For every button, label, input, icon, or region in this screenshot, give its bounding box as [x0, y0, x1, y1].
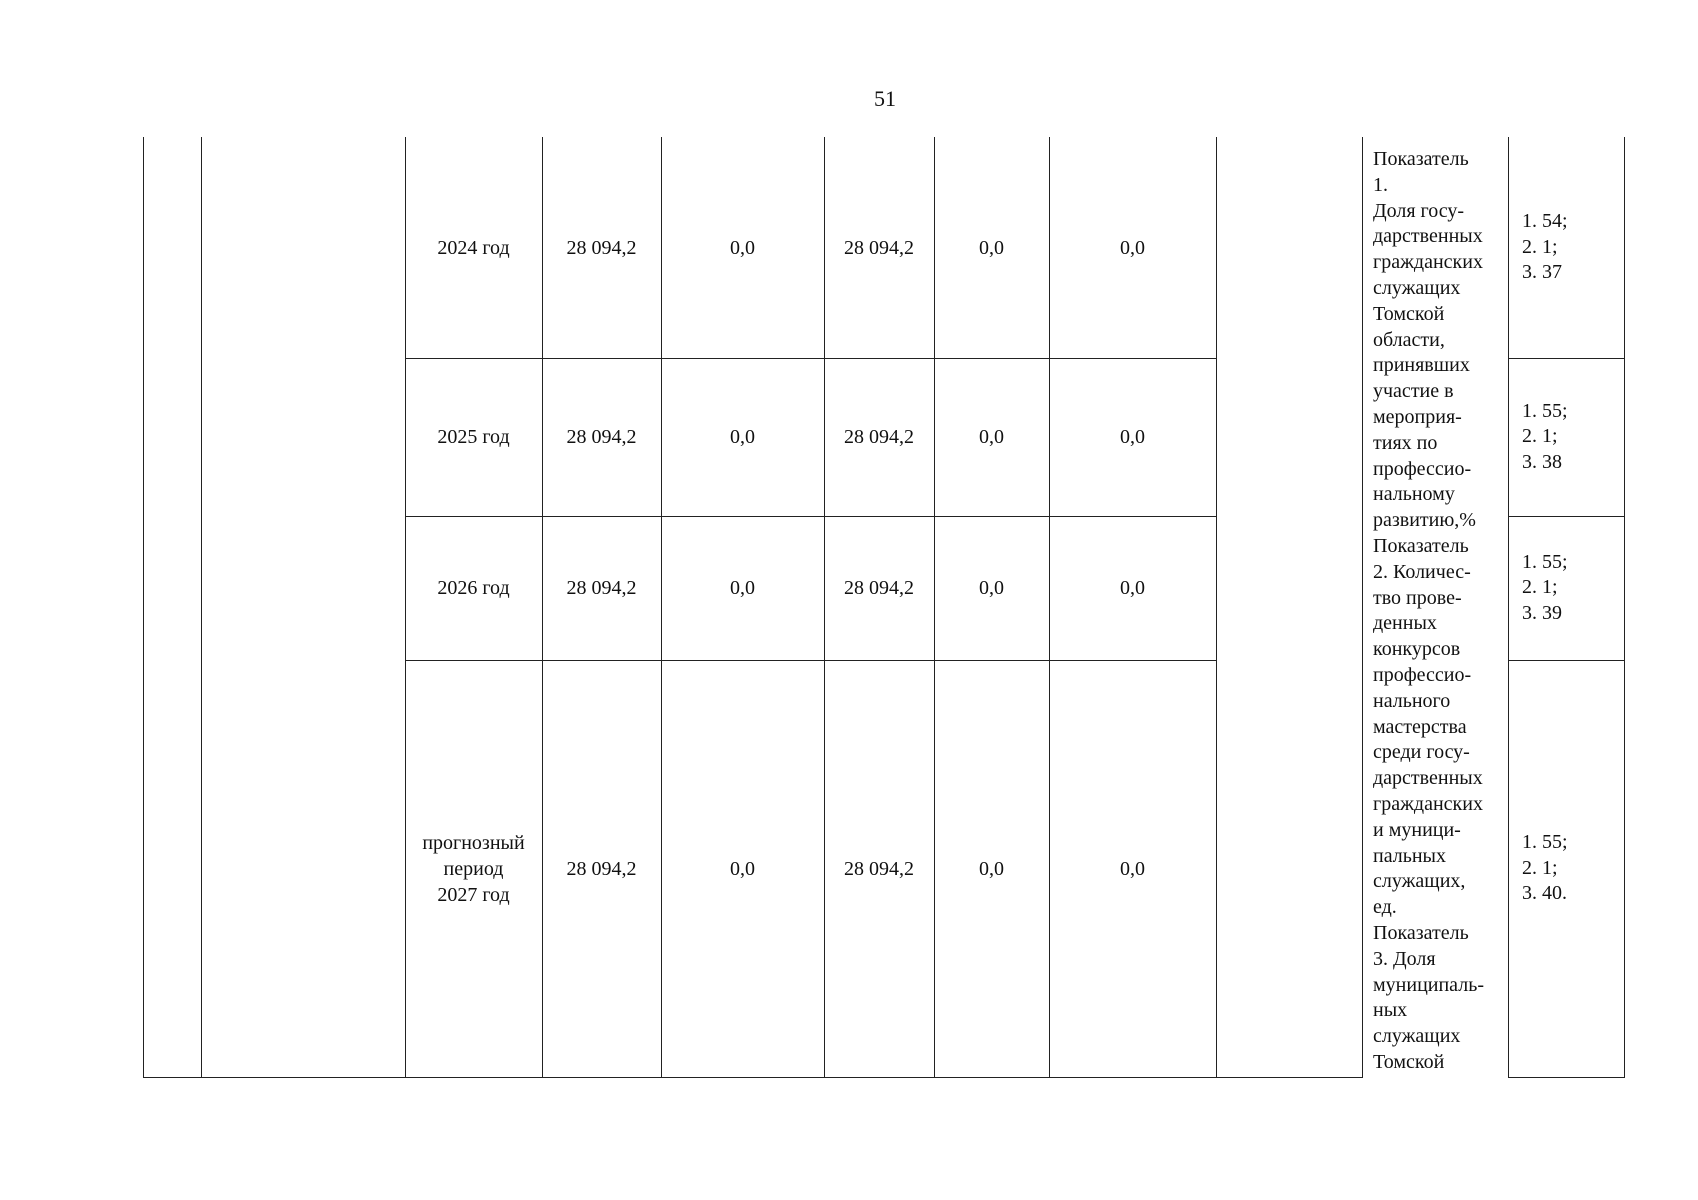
table-column-border — [201, 137, 202, 1077]
local-value-cell: 0,0 — [979, 577, 1004, 599]
target-value: 1. 55; — [1522, 399, 1568, 422]
period-label: 2025 год — [437, 426, 510, 448]
period-label: прогнозный — [422, 831, 525, 854]
table-column-border — [143, 137, 144, 1077]
target-values-cell — [1522, 137, 1632, 358]
local-value-cell: 0,0 — [979, 857, 1004, 880]
local-value-cell: 0,0 — [979, 236, 1004, 259]
page-number: 51 — [874, 86, 896, 111]
other-value-cell: 0,0 — [1120, 577, 1145, 599]
target-value: 1. 54; — [1522, 210, 1568, 233]
period-label: 2026 год — [437, 577, 510, 599]
total-value-cell: 28 094,2 — [566, 236, 637, 259]
period-label: 2024 год — [437, 236, 510, 259]
period-cell — [405, 137, 542, 358]
target-value: 2. 1; — [1522, 856, 1558, 879]
table-column-border — [1216, 137, 1217, 1077]
target-values-cell — [1522, 358, 1632, 516]
target-values-cell — [1522, 516, 1632, 660]
table-column-border — [1362, 137, 1363, 1077]
regional-value-cell: 28 094,2 — [844, 236, 914, 259]
regional-value-cell: 28 094,2 — [844, 857, 914, 880]
indicators-description: Показатель 1. Доля госу- дарственных гражданских служащих Томской области, принявших участие в мероприя- тиях по профессио- нальному развитию,% Показатель 2. Количес- тво прове- денных конкурсов профессио- нального мастерства среди госу- дарственных гражданских и муници- пальных служащих, ед. Показатель 3. Доля муниципаль- ных служащих Томской — [1373, 148, 1484, 1073]
regional-value-cell: 28 094,2 — [844, 426, 914, 448]
target-value: 3. 37 — [1522, 261, 1562, 284]
federal-value-cell: 0,0 — [730, 857, 755, 880]
target-value: 1. 55; — [1522, 550, 1568, 573]
period-cell — [405, 516, 542, 660]
target-value: 2. 1; — [1522, 425, 1558, 448]
total-value-cell: 28 094,2 — [566, 577, 637, 599]
federal-value-cell: 0,0 — [730, 236, 755, 259]
total-value-cell: 28 094,2 — [566, 857, 637, 880]
other-value-cell: 0,0 — [1120, 426, 1145, 448]
regional-value-cell: 28 094,2 — [844, 577, 914, 599]
target-value: 2. 1; — [1522, 235, 1558, 258]
target-value: 1. 55; — [1522, 831, 1568, 854]
federal-value-cell: 0,0 — [730, 577, 755, 599]
table-bottom-border — [143, 1077, 1363, 1078]
target-values-cell — [1522, 660, 1632, 1077]
other-value-cell: 0,0 — [1120, 236, 1145, 259]
target-value: 2. 1; — [1522, 576, 1558, 599]
period-cell — [405, 660, 542, 1077]
local-value-cell: 0,0 — [979, 426, 1004, 448]
federal-value-cell: 0,0 — [730, 426, 755, 448]
total-value-cell: 28 094,2 — [566, 426, 637, 448]
target-value: 3. 38 — [1522, 450, 1562, 473]
target-value: 3. 40. — [1522, 882, 1567, 905]
period-cell — [405, 358, 542, 516]
target-value: 3. 39 — [1522, 601, 1562, 624]
period-label: период — [443, 857, 504, 880]
other-value-cell: 0,0 — [1120, 857, 1145, 880]
table-bottom-border — [1508, 1077, 1625, 1078]
period-label: 2027 год — [437, 883, 510, 906]
